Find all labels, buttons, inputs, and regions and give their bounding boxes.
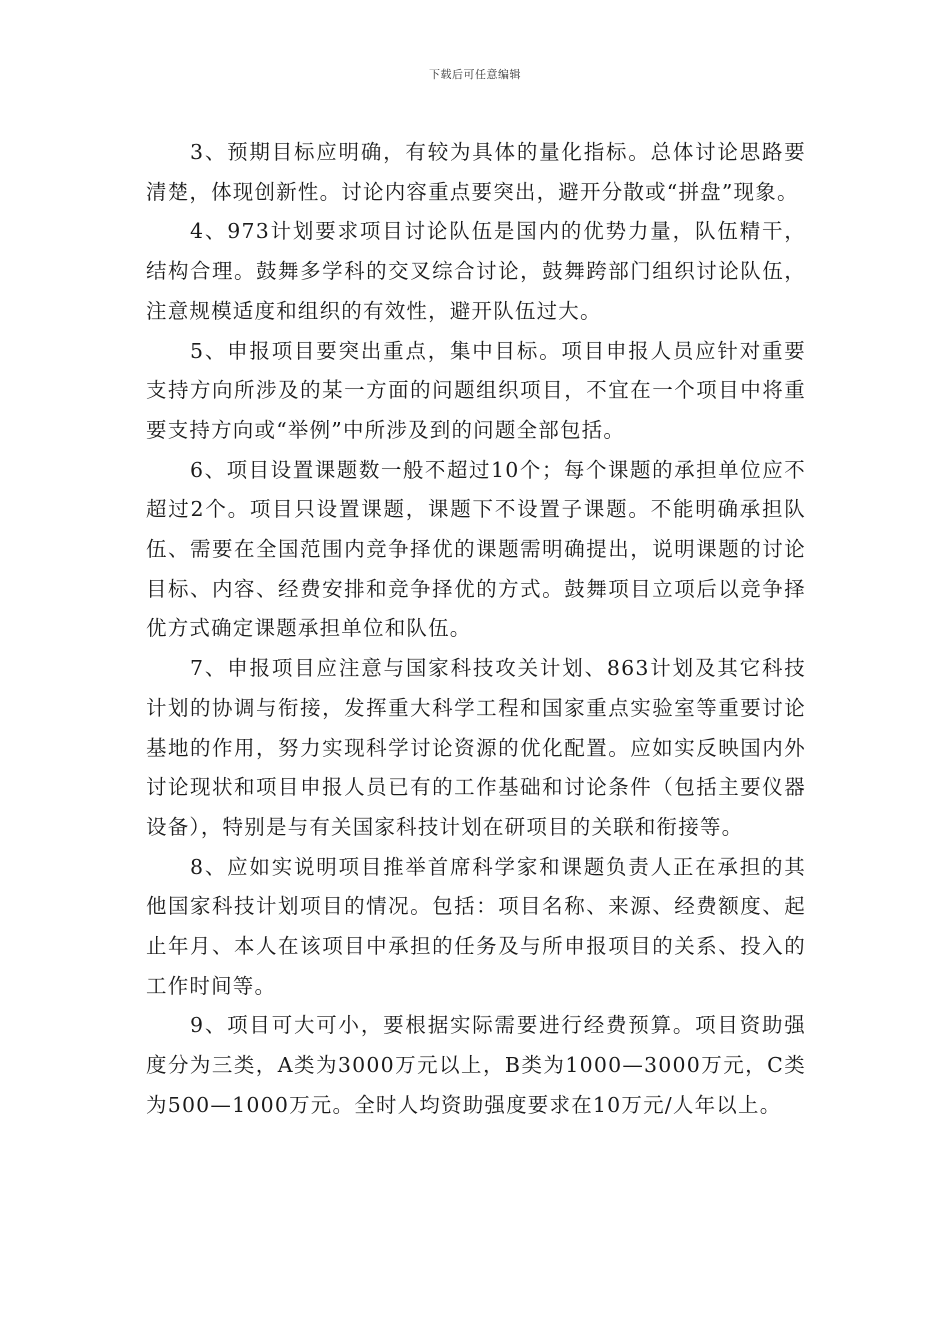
paragraph-item-9: 9、项目可大可小，要根据实际需要进行经费预算。项目资助强度分为三类，A类为3000万元以上，B类为1000—3000万元，C类为500—1000万元。全时人均资助强度要求在10万元/人年以上。	[146, 1013, 806, 1117]
page-header: 下载后可任意编辑	[429, 68, 521, 81]
paragraph-item-8: 8、应如实说明项目推举首席科学家和课题负责人正在承担的其他国家科技计划项目的情况。包括：项目名称、来源、经费额度、起止年月、本人在该项目中承担的任务及与所申报项目的关系、投入的工作时间等。	[146, 854, 806, 998]
paragraph-item-7: 7、申报项目应注意与国家科技攻关计划、863计划及其它科技计划的协调与衔接，发挥重大科学工程和国家重点实验室等重要讨论基地的作用，努力实现科学讨论资源的优化配置。应如实反映国内外讨论现状和项目申报人员已有的工作基础和讨论条件（包括主要仪器设备），特别是与有关国家科技计划在研项目的关联和衔接等。	[146, 656, 806, 839]
document-body	[146, 133, 806, 1126]
paragraph-item-3: 3、预期目标应明确，有较为具体的量化指标。总体讨论思路要清楚，体现创新性。讨论内容重点要突出，避开分散或“拼盘”现象。	[146, 140, 806, 204]
paragraph-item-4: 4、973计划要求项目讨论队伍是国内的优势力量，队伍精干，结构合理。鼓舞多学科的交叉综合讨论，鼓舞跨部门组织讨论队伍，注意规模适度和组织的有效性，避开队伍过大。	[146, 219, 806, 323]
paragraph-item-5: 5、申报项目要突出重点，集中目标。项目申报人员应针对重要支持方向所涉及的某一方面的问题组织项目，不宜在一个项目中将重要支持方向或“举例”中所涉及到的问题全部包括。	[146, 338, 806, 442]
paragraph-item-6: 6、项目设置课题数一般不超过10个；每个课题的承担单位应不超过2个。项目只设置课题，课题下不设置子课题。不能明确承担队伍、需要在全国范围内竞争择优的课题需明确提出，说明课题的讨论目标、内容、经费安排和竞争择优的方式。鼓舞项目立项后以竞争择优方式确定课题承担单位和队伍。	[146, 457, 806, 641]
